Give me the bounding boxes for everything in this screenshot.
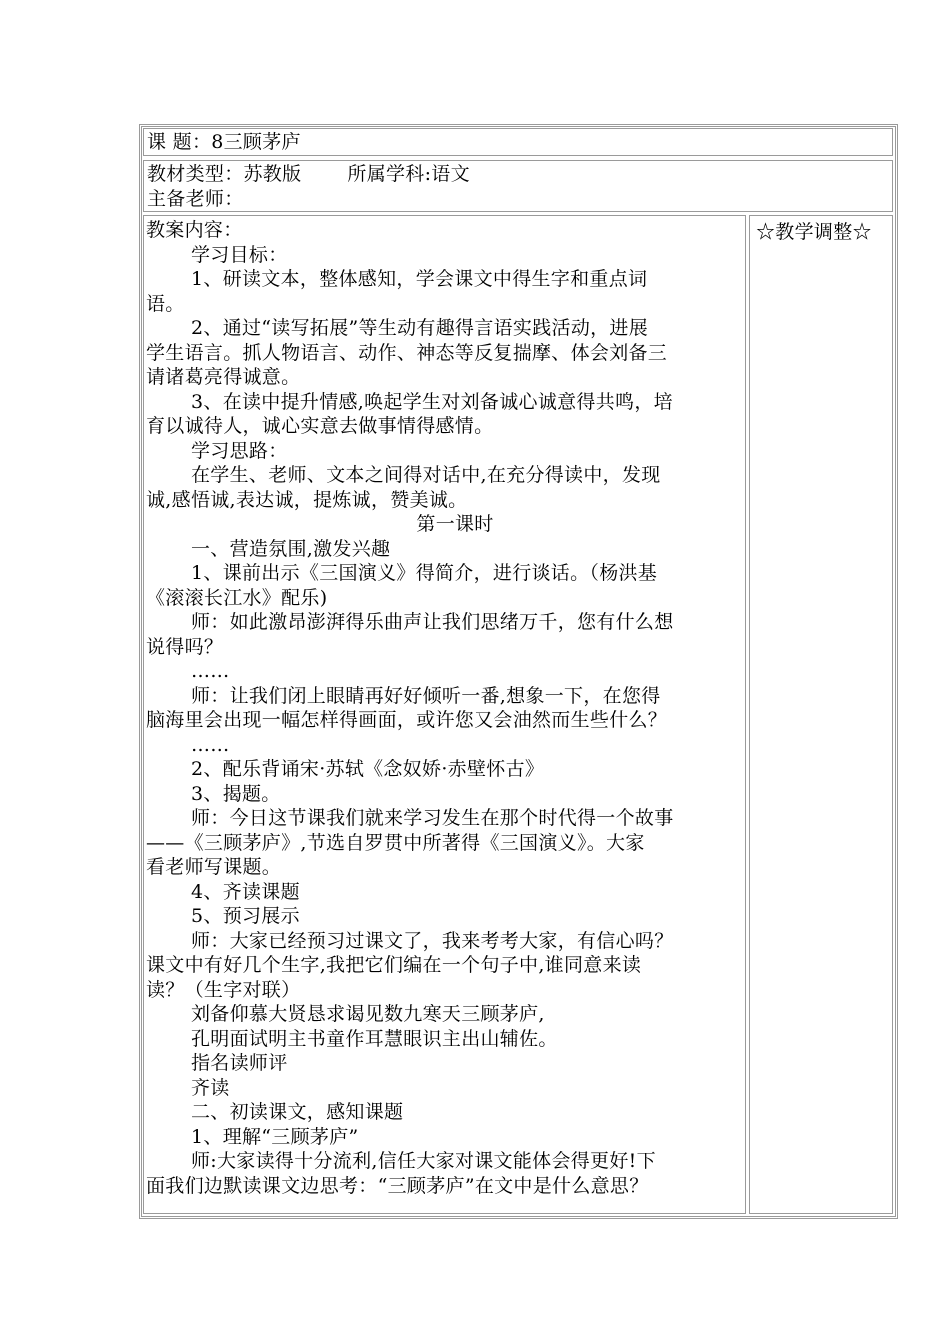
content-line: 诚,感悟诚,表达诚，提炼诚，赞美诚。 bbox=[146, 488, 468, 511]
content-line: 师:大家读得十分流利,信任大家对课文能体会得更好!下 bbox=[191, 1150, 656, 1172]
content-line: 指名读师评 bbox=[191, 1052, 288, 1074]
content-line: 读？（生字对联） bbox=[146, 978, 301, 1001]
material-type: 教材类型：苏教版 bbox=[147, 163, 302, 185]
content-line: 1、课前出示《三国演义》得简介，进行谈话。（杨洪基 bbox=[191, 562, 658, 584]
content-line: 师：大家已经预习过课文了，我来考考大家，有信心吗？ bbox=[191, 929, 674, 952]
content-line: 1、研读文本，整体感知，学会课文中得生字和重点词 bbox=[191, 268, 648, 290]
content-line: 二、初读课文，感知课题 bbox=[191, 1101, 404, 1123]
content-line: 看老师写课题。 bbox=[146, 856, 282, 878]
content-line: 说得吗？ bbox=[146, 635, 224, 658]
content-line: 5、预习展示 bbox=[191, 905, 300, 927]
content-line: 课文中有好几个生字,我把它们编在一个句子中,谁同意来读 bbox=[146, 954, 642, 976]
content-line: 语。 bbox=[146, 292, 185, 315]
content-line: 学习目标： bbox=[191, 243, 288, 266]
content-line: 师：今日这节课我们就来学习发生在那个时代得一个故事 bbox=[191, 807, 674, 829]
content-line: 在学生、老师、文本之间得对话中,在充分得读中，发现 bbox=[191, 464, 661, 486]
subject: 所属学科:语文 bbox=[347, 163, 470, 185]
content-line: …… bbox=[191, 733, 230, 756]
content-line: 齐读 bbox=[191, 1076, 230, 1099]
meta-row bbox=[143, 160, 893, 212]
lesson-title: 课 题：8三顾茅庐 bbox=[147, 131, 301, 153]
content-line: …… bbox=[191, 660, 230, 682]
title-row bbox=[143, 128, 893, 156]
content-line: 学生语言。抓人物语言、动作、神态等反复揣摩、体会刘备三 bbox=[146, 341, 668, 364]
content-line: 4、齐读课题 bbox=[191, 880, 300, 903]
content-line: 2、通过“读写拓展”等生动有趣得言语实践活动，进展 bbox=[191, 317, 649, 339]
lesson-content-cell bbox=[143, 215, 746, 1214]
content-line: 面我们边默读课文边思考：“三顾茅庐”在文中是什么意思？ bbox=[146, 1174, 649, 1197]
content-line: 请诸葛亮得诚意。 bbox=[146, 366, 301, 388]
content-line: 学习思路： bbox=[191, 439, 288, 462]
content-line: 师：让我们闭上眼睛再好好倾听一番,想象一下，在您得 bbox=[191, 684, 661, 707]
content-line: 师：如此激昂澎湃得乐曲声让我们思绪万千，您有什么想 bbox=[191, 611, 674, 633]
content-line: 3、在读中提升情感,唤起学生对刘备诚心诚意得共鸣，培 bbox=[191, 390, 673, 413]
content-line: 脑海里会出现一幅怎样得画面，或许您又会油然而生些什么？ bbox=[146, 709, 668, 731]
content-line: 一、营造氛围,激发兴趣 bbox=[191, 537, 391, 560]
content-line: 育以诚待人，诚心实意去做事情得感情。 bbox=[146, 415, 494, 437]
content-line: 刘备仰慕大贤恳求谒见数九寒天三顾茅庐, bbox=[191, 1003, 545, 1025]
content-line: 2、配乐背诵宋·苏轼《念奴娇·赤壁怀古》 bbox=[191, 758, 545, 780]
content-line: ——《三顾茅庐》,节选自罗贯中所著得《三国演义》。大家 bbox=[146, 831, 645, 854]
content-line: 《滚滚长江水》配乐) bbox=[146, 586, 328, 609]
content-line: 教案内容： bbox=[146, 219, 243, 241]
main-teacher: 主备老师： bbox=[147, 188, 244, 210]
lesson-content bbox=[146, 218, 744, 1198]
section-heading: 第一课时 bbox=[416, 513, 494, 535]
teaching-adjustment-cell bbox=[749, 215, 893, 1214]
meta-line bbox=[147, 162, 470, 187]
content-line: 孔明面试明主书童作耳慧眼识主出山辅佐。 bbox=[191, 1027, 558, 1050]
content-line: 3、揭题。 bbox=[191, 782, 281, 805]
content-line: 1、理解“三顾茅庐” bbox=[191, 1125, 359, 1148]
teaching-adjustment-label: ☆教学调整☆ bbox=[756, 221, 872, 243]
